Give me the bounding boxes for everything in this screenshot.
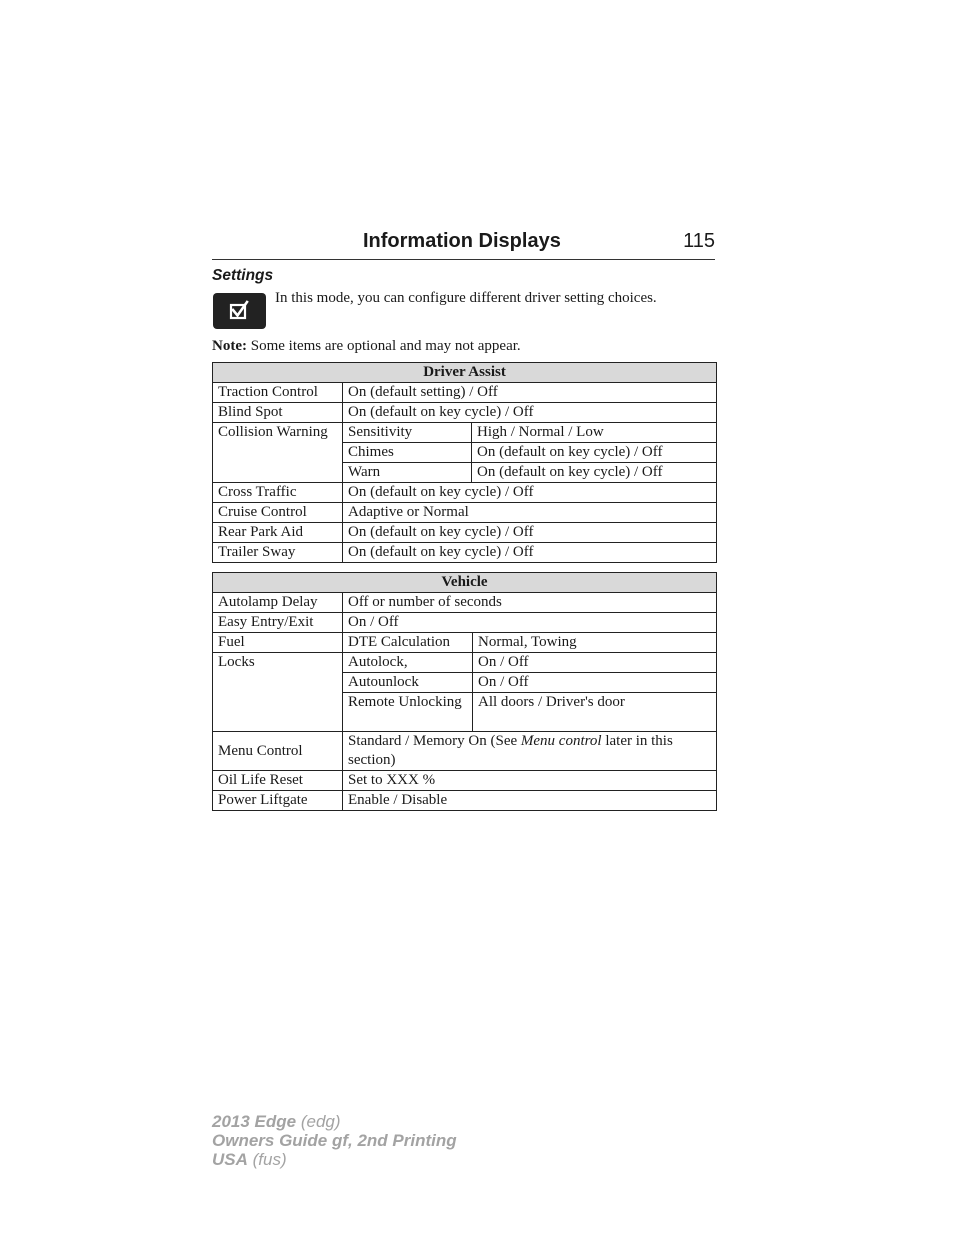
setting-value: Set to XXX % bbox=[343, 771, 717, 791]
setting-value: On (default on key cycle) / Off bbox=[343, 403, 717, 423]
footer-model-code: (edg) bbox=[296, 1112, 341, 1131]
sub-setting-label: Remote Unlocking bbox=[343, 693, 473, 732]
setting-value: High / Normal / Low bbox=[472, 423, 717, 443]
footer-market: USA bbox=[212, 1150, 248, 1169]
table-row bbox=[213, 483, 717, 503]
setting-label: Cruise Control bbox=[213, 503, 343, 523]
sub-setting-label: Chimes bbox=[343, 443, 472, 463]
section-title: Settings bbox=[212, 267, 274, 284]
checkbox-settings-icon bbox=[213, 293, 266, 329]
setting-label: Fuel bbox=[213, 633, 343, 653]
setting-value: On (default on key cycle) / Off bbox=[343, 523, 717, 543]
table-row bbox=[213, 523, 717, 543]
setting-label: Locks bbox=[213, 653, 343, 732]
page-title: Information Displays bbox=[363, 230, 561, 252]
sub-setting-label: Autounlock bbox=[343, 673, 473, 693]
setting-value: Off or number of seconds bbox=[343, 593, 717, 613]
table-row bbox=[213, 503, 717, 523]
setting-value: On (default on key cycle) / Off bbox=[472, 443, 717, 463]
vehicle-heading: Vehicle bbox=[213, 573, 717, 593]
footer-line-3 bbox=[212, 1150, 457, 1169]
setting-value: On (default on key cycle) / Off bbox=[343, 483, 717, 503]
footer-model: 2013 Edge bbox=[212, 1112, 297, 1131]
footer-market-code: (fus) bbox=[247, 1150, 287, 1169]
setting-value: On (default on key cycle) / Off bbox=[472, 463, 717, 483]
setting-value: On / Off bbox=[343, 613, 717, 633]
setting-label: Rear Park Aid bbox=[213, 523, 343, 543]
setting-label: Power Liftgate bbox=[213, 791, 343, 811]
table-row bbox=[213, 593, 717, 613]
table-row bbox=[213, 613, 717, 633]
setting-value: On (default setting) / Off bbox=[343, 383, 717, 403]
driver-assist-table bbox=[212, 362, 717, 563]
setting-label: Oil Life Reset bbox=[213, 771, 343, 791]
footer bbox=[212, 1112, 457, 1169]
setting-value: On / Off bbox=[473, 653, 717, 673]
driver-assist-heading: Driver Assist bbox=[213, 363, 717, 383]
setting-value: Normal, Towing bbox=[473, 633, 717, 653]
note-body: Some items are optional and may not appear. bbox=[246, 338, 521, 354]
table-row bbox=[213, 403, 717, 423]
setting-value bbox=[343, 732, 717, 771]
table-row bbox=[213, 423, 717, 443]
table-row bbox=[213, 791, 717, 811]
setting-label: Autolamp Delay bbox=[213, 593, 343, 613]
setting-label: Easy Entry/Exit bbox=[213, 613, 343, 633]
intro-text: In this mode, you can configure different driver setting choices. bbox=[275, 290, 657, 306]
setting-label: Blind Spot bbox=[213, 403, 343, 423]
vehicle-table bbox=[212, 572, 717, 811]
setting-value: On (default on key cycle) / Off bbox=[343, 543, 717, 563]
table-row bbox=[213, 633, 717, 653]
table-row bbox=[213, 653, 717, 673]
setting-label: Collision Warning bbox=[213, 423, 343, 483]
footer-line-1 bbox=[212, 1112, 457, 1131]
page-number: 115 bbox=[683, 230, 715, 252]
table-row bbox=[213, 383, 717, 403]
menu-control-value-pre: Standard / Memory On (See bbox=[348, 733, 521, 749]
table-row bbox=[213, 543, 717, 563]
note-label: Note: bbox=[212, 338, 247, 354]
footer-guide: Owners Guide gf, 2nd Printing bbox=[212, 1131, 457, 1150]
setting-label: Trailer Sway bbox=[213, 543, 343, 563]
setting-label: Cross Traffic bbox=[213, 483, 343, 503]
menu-control-link-text: Menu control bbox=[520, 733, 602, 749]
setting-label: Menu Control bbox=[213, 732, 343, 771]
sub-setting-label: DTE Calculation bbox=[343, 633, 473, 653]
sub-setting-label: Warn bbox=[343, 463, 472, 483]
note-text bbox=[212, 338, 521, 355]
sub-setting-label: Autolock, bbox=[343, 653, 473, 673]
setting-value: On / Off bbox=[473, 673, 717, 693]
setting-value: Adaptive or Normal bbox=[343, 503, 717, 523]
setting-value: Enable / Disable bbox=[343, 791, 717, 811]
footer-line-2 bbox=[212, 1131, 457, 1150]
table-row bbox=[213, 771, 717, 791]
setting-label: Traction Control bbox=[213, 383, 343, 403]
page-header bbox=[212, 228, 715, 260]
sub-setting-label: Sensitivity bbox=[343, 423, 472, 443]
setting-value: All doors / Driver's door bbox=[473, 693, 717, 732]
menu-control-value-post: later in this section) bbox=[348, 733, 673, 768]
table-row bbox=[213, 732, 717, 771]
